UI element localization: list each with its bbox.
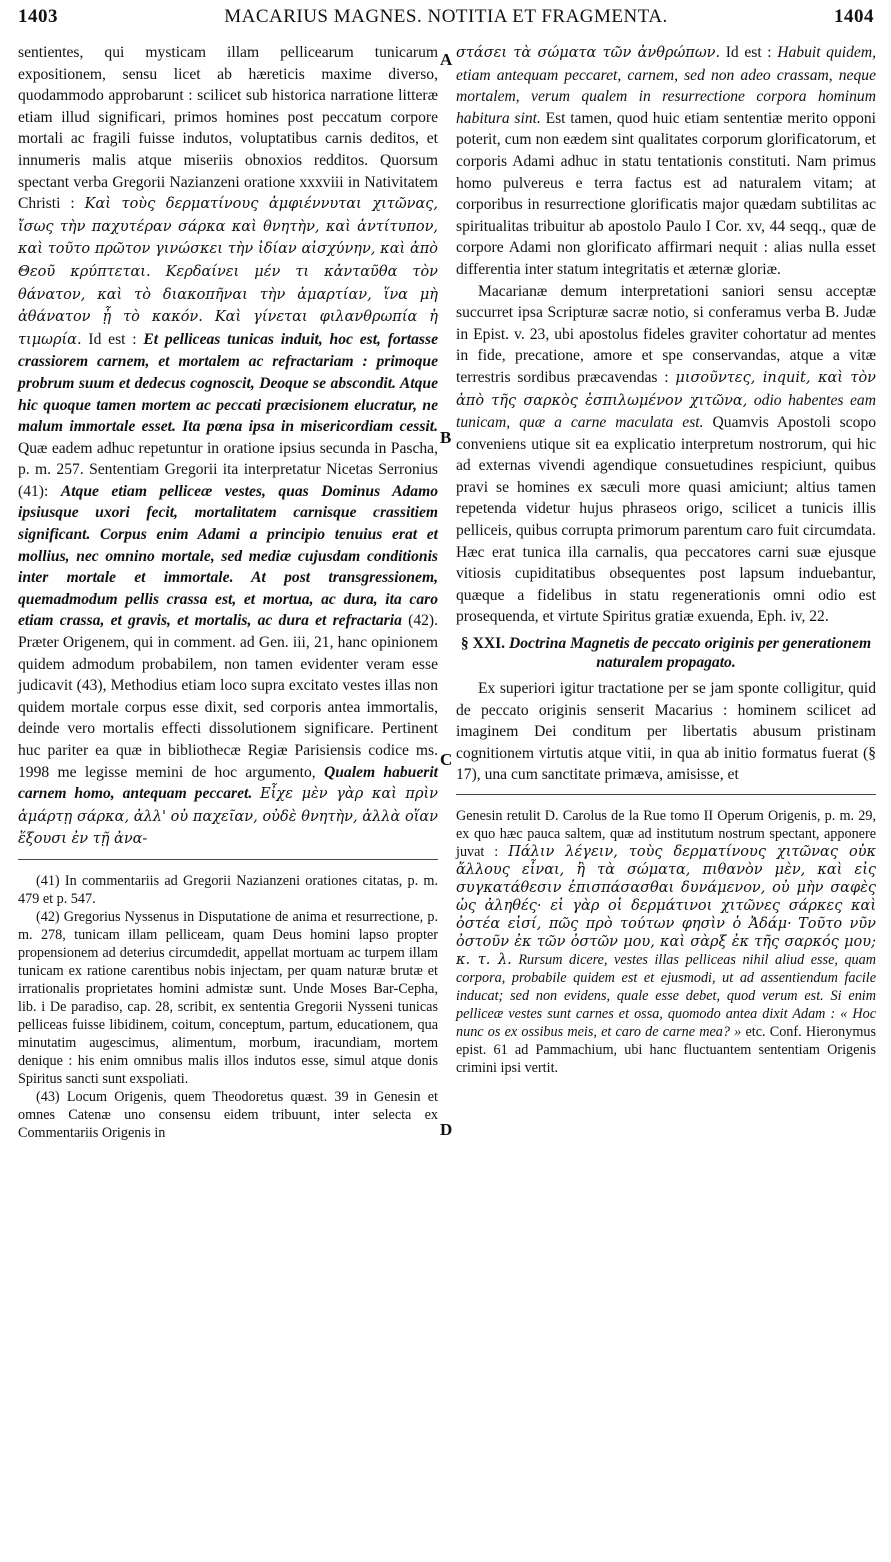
right-text-2: Macarianæ demum interpretationi saniori sensu acceptæ succurret ipsa Scripturæ sacræ notio, si conferamus verba B. Judæ in Epist. v. 23, ubi apostolus fideles graviter cohortatur ad mentes in fide, precatione, amore et spe conservandas, atque a vitæ terrestris sordibus præcavendas : <box>456 282 876 386</box>
left-text-1: sentientes, qui mysticam illam pellicearum tunicarum expositionem, sensu licet ab hæreticis maxime diverso, quodammodo approbarunt : scilicet sub historica narratione litteræ etiam illud significari, primos homines post peccatum corpore mortali ac fragili fuisse indutos, voluptatibus carnis deditos, et innumeris malis atque miseriis obnoxios redditos. Quorsum spectant verba Gregorii Nazianzeni oratione xxxviii in Nativitatem Christi : <box>18 44 438 213</box>
page-number-left: 1403 <box>18 6 58 27</box>
codex-title: Qualem habuerit carnem homo, antequam peccaret. <box>18 763 438 803</box>
footnote-rule <box>18 859 438 860</box>
page-header <box>18 6 874 36</box>
left-paragraph <box>18 42 438 851</box>
note-text-1: Genesin retulit D. Carolus de la Rue tomo II Operum Origenis, p. m. 29, ex quo hæc pauca saltem, quæ ad institutum nostrum spectant, apponere juvat : <box>456 808 876 860</box>
greek-quote-adam: Τοῦτο νῦν ὀστοῦν ἐκ τῶν ὀστῶν μου, καὶ σὰρξ ἐκ τῆς σαρκός μου; κ. τ. λ. <box>456 916 876 968</box>
footnote-43-continued <box>456 807 876 1077</box>
margin-marker-b: B <box>440 428 452 447</box>
margin-marker-c: C <box>440 750 453 769</box>
running-title: MACARIUS MAGNES. NOTITIA ET FRAGMENTA. <box>224 6 668 27</box>
right-text-1: Est tamen, quod huic etiam sententiæ merito opponi poterit, cum non eædem sint qualitates corporum glorificatorum, et corporis Adami adhuc in statu tentationis constituti. Nam primus homo pulvereus e terra factus est ad naturalem vitam; at corporibus in resurrectione glorificatis major quædam subtilitas ac spiritualitas tribuitur ab apostolo Paulo I Cor. xv, 44 seqq., quæ de corpore Adami non glorificato affirmari nequit : alias nulla esset differentia inter statum integritatis et æternæ gloriæ. <box>456 109 877 278</box>
id-est-label: Id est : <box>88 330 137 348</box>
note-text-2: etc. Conf. Hieronymus epist. 61 ad Pammachium, ubi hanc fluctuantem sententiam Origenis crimini ipsi vertit. <box>456 1024 876 1076</box>
margin-marker-a: A <box>440 50 453 69</box>
footnote-43: (43) Locum Origenis, quem Theodoretus quæst. 39 in Genesin et omnes Catenæ uno consensu eidem tribuunt, inter selecta ex Commentariis Origenis in <box>18 1088 438 1141</box>
latin-translation-right: Habuit quidem, etiam antequam peccaret, carnem, sed non adeo crassam, neque mortalem, verum qualem in resurrectione corpora hominum habitura sint. <box>456 44 876 127</box>
right-text-3: Quamvis Apostoli scopo conveniens utique sit ea explicatio interpretum nostrorum, qui hic ad externas vivendi agendique consuetudines respiciunt, quibus pravi se homines ex sæculi more quasi amiciunt; altius tamen repetenda videtur hujus phraseos origo, scilicet a tunicis illis pelliceis, quibus corrupta primorum parentum caro fuit circumdata. Hæc erat tunica illa carnalis, qua peccatores carni suæ ejusque vitiosis cupiditatibus obsequentes post lapsum induebantur, quæque a fidelibus in statu regenerationis omni odio est prosequenda, et virtute Spiritus gratiæ exuenda, Eph. iv, 22. <box>456 414 876 626</box>
nicetas-quote: Atque etiam pelliceæ vestes, quas Dominus Adamo ipsiusque uxori fecit, mortalitatem carnisque crassitiem significant. Corpus enim Adami a principio tenuius erat et mollius, nec omnino mortale, sed mediæ cujusdam conditionis inter mortale et immortale. At post transgressionem, quemadmodum pellis crassa est, et mortua, ac dura, ita caro etiam crassa, et gravis, et mortalis, ac dura et refractaria <box>18 482 438 630</box>
right-paragraph-1 <box>456 42 876 281</box>
footnote-rule-right <box>456 794 876 795</box>
margin-marker-d: D <box>440 1120 453 1139</box>
origen-translation: Rursum dicere, vestes illas pelliceas nihil aliud esse, quam corpora, probabile quidem est et ejusmodi, ut ad assentiendum facile inducat; sed non evidens, quale esse debet, quod verum est. Si enim pelliceæ vestes sunt carnes et ossa, quomodo antea dixit Adam : « Hoc nunc os ex ossibus meis, et caro de carne mea? » <box>456 952 876 1040</box>
page-number-right: 1404 <box>834 6 874 27</box>
left-text-3: (42). Præter Origenem, qui in comment. ad Gen. iii, 21, hanc opinionem quidem admodum probabilem, non tamen evidenter veram esse judicavit (43), Methodius etiam loco supra excitato vestes illas non quidem mortale corpus esse dixit, sed corporis antea immortalis, deinde vero mortalis effecti dissolutionem significare. Pertinent huc pariter ea quæ in bibliothecæ Regiæ Parisiensis codice ms. 1998 me legisse memini de hoc argumento, <box>18 612 439 781</box>
left-text-2: Quæ eadem adhuc repetuntur in oratione ipsius secunda in Pascha, p. m. 257. Sententiam Gregorii ita interpretatur Nicetas Serronius (41): <box>18 439 438 500</box>
footnote-42: (42) Gregorius Nyssenus in Disputatione de anima et resurrectione, p. m. 278, tunicam illam pelliceam, quam Deus homini lapso propter propensionem ad deterius circumdedit, appellat mortuam ac turpem illam tunicam ex ratione carentibus nobis injectam, per quam naturæ brutæ et irrationalis proprietates homini admistæ sunt. Unde Moses Bar-Cepha, lib. i De paradiso, cap. 28, scribit, ex sententia Gregorii Nysseni tunicas pelliceas fuisse libidinem, coitum, conceptum, partum, educationem, qua minutatim augescimus, alimentum, morbum, iracundiam, mortem denique : his enim omnibus malis illos indutos esse, simul atque donis Spiritus sancti sunt exspoliati. <box>18 908 438 1087</box>
latin-translation: Et pelliceas tunicas induit, hoc est, fortasse crassiorem carnem, et mortalem ac refractariam : primoque probrum suum et dedecus cognoscit, Deoque se abscondit. Atque hic quoque tamen mortem ac peccati præcisionem elucratur, ne malum immortale esset. Ita pœna ipsa in misericordiam cessit. <box>18 330 438 436</box>
jude-translation: odio habentes eam tunicam, quæ a carne maculata est. <box>456 391 876 432</box>
right-paragraph-2 <box>456 281 876 629</box>
section-number: § XXI. <box>460 635 506 653</box>
section-heading <box>456 634 876 672</box>
footnotes-right <box>456 807 876 1077</box>
greek-quote-resurrection: στάσει τὰ σώματα τῶν ἀνθρώπων. <box>456 45 721 61</box>
greek-quote-jude: μισοῦντες, inquit, καὶ τὸν ἀπὸ τῆς σαρκὸς ἐσπιλωμένον χιτῶνα, <box>456 369 876 409</box>
footnotes-left <box>18 872 438 1142</box>
greek-quote-origen: Πάλιν λέγειν, τοὺς δερματίνους χιτῶνας οὐκ ἄλλους εἶναι, ἢ τὰ σώματα, πιθανὸν μὲν, καὶ εἰς συγκατάθεσιν ἐπισπάσασθαι δυνάμενον, οὐ μὴν σαφὲς ὡς ἀληθές· εἰ γὰρ οἱ δερμάτινοι χιτῶνες σάρκες καὶ ὀστέα εἰσί, πῶς πρὸ τούτων φησὶν ὁ Ἀδάμ· <box>456 844 877 932</box>
left-column <box>18 42 438 1142</box>
right-column <box>456 42 876 1077</box>
id-est-label-right: Id est : <box>725 44 772 61</box>
greek-quote-codex: Εἶχε μὲν γὰρ καὶ πρὶν ἁμάρτῃ σάρκα, ἀλλ' οὐ παχεῖαν, οὐδὲ θνητὴν, ἀλλὰ οἵαν ἕξουσι ἐν τῇ ἀνα- <box>18 786 438 848</box>
right-paragraph-3: Ex superiori igitur tractatione per se jam sponte colligitur, quid de peccato originis senserit Macarius : hominem scilicet ad imaginem Dei conditum per libertatis abusum pristinam cognitionem virtutis atque vitii, in qua ab initio formatus fuerat (§ 17), una cum sanctitate primæva, amisisse, et <box>456 680 876 784</box>
footnote-41: (41) In commentariis ad Gregorii Nazianzeni orationes citatas, p. m. 479 et p. 547. <box>18 872 438 907</box>
greek-quote-gregory: Καὶ τοὺς δερματίνους ἀμφιέννυται χιτῶνας, ἴσως τὴν παχυτέραν σάρκα καὶ θνητὴν, καὶ ἀντίτυπον, καὶ τοῦτο πρῶτον γινώσκει τὴν ἰδίαν αἰσχύνην, καὶ ἀπὸ Θεοῦ κρύπτεται. Κερδαίνει μέν τι κἀνταῦθα τὸν θάνατον, καὶ τὸ διακοπῆναι τὴν ἁμαρτίαν, ἵνα μὴ ἀθάνατον ᾖ τὸ κακόν. Καὶ γίνεται φιλανθρωπία ἡ τιμωρία. <box>18 196 438 348</box>
section-title: Doctrina Magnetis de peccato originis per generationem naturalem propagato. <box>508 635 872 672</box>
